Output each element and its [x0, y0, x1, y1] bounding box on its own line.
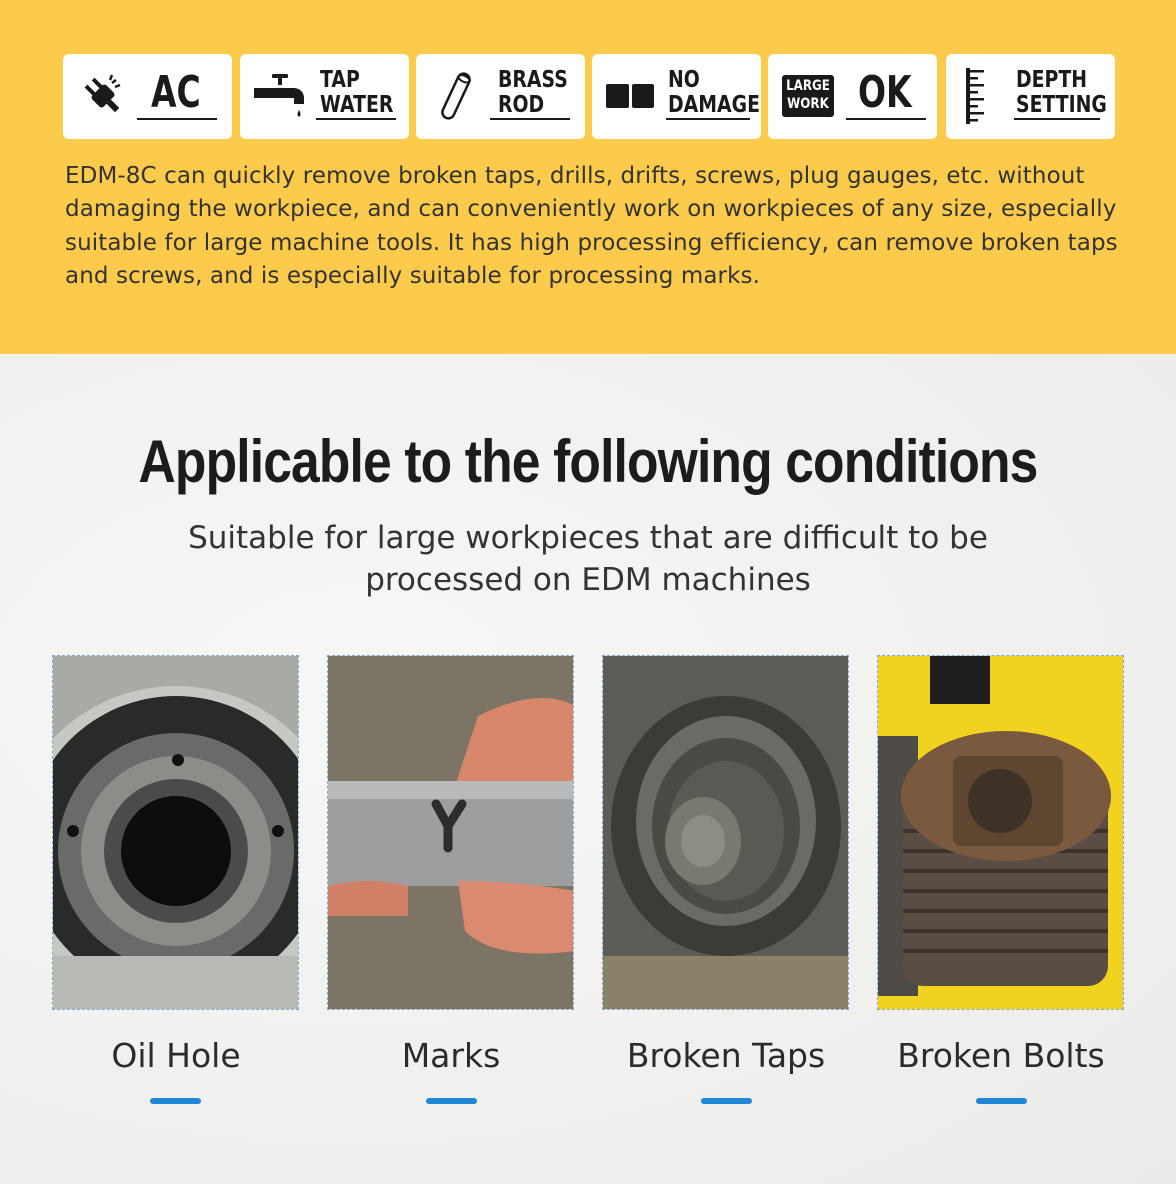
- badge-brass-rod-line2: ROD: [498, 92, 545, 118]
- large-work-icon: [782, 75, 834, 117]
- feature-badges: [63, 54, 1115, 139]
- workpiece-blocks-icon: [604, 68, 660, 124]
- product-description: EDM-8C can quickly remove broken taps, drills, drifts, screws, plug gauges, etc. without damaging the workpiece, and can conveniently work on workpieces of any size, especially suitable for large machine tools. It has high processing efficiency, can remove broken taps and screws, and is especially suitable for processing marks.: [65, 163, 1118, 289]
- condition-photo-marks: [327, 655, 574, 1010]
- badge-no-damage: [592, 54, 761, 139]
- condition-label-broken-bolts: Broken Bolts: [897, 1036, 1105, 1075]
- badge-tap-water-line2: WATER: [320, 92, 394, 118]
- badge-depth-setting-line1: DEPTH: [1016, 67, 1088, 93]
- badge-depth-setting-line2: SETTING: [1016, 92, 1107, 118]
- condition-label-oil-hole: Oil Hole: [111, 1036, 241, 1075]
- badge-ac: [63, 54, 232, 139]
- badge-brass-rod-line1: BRASS: [498, 67, 568, 93]
- subheading-line: processed on EDM machines: [365, 562, 811, 598]
- feature-banner: [0, 0, 1176, 354]
- badge-tap-water-line1: TAP: [320, 67, 360, 93]
- badge-ac-label: AC: [151, 67, 201, 118]
- accent-bar: [150, 1098, 201, 1104]
- condition-photo-broken-bolts: [877, 655, 1124, 1010]
- badge-underline: [490, 118, 570, 120]
- condition-photo-broken-taps: [602, 655, 849, 1010]
- badge-underline: [137, 118, 217, 120]
- badge-underline: [1014, 118, 1100, 120]
- condition-photo-oil-hole: [52, 655, 299, 1010]
- accent-bar: [701, 1098, 752, 1104]
- condition-label-marks: Marks: [401, 1036, 501, 1075]
- section-subheading: [150, 517, 1026, 601]
- badge-underline: [666, 118, 750, 120]
- badge-tap-water: [240, 54, 409, 139]
- badge-underline: [846, 118, 926, 120]
- large-work-icon-text: WORK: [787, 96, 829, 112]
- badge-ok-label: OK: [858, 67, 912, 118]
- badge-no-damage-line1: NO: [668, 67, 700, 93]
- badge-depth-setting: [946, 54, 1115, 139]
- badge-underline: [316, 118, 396, 120]
- brass-rod-icon: [428, 68, 484, 124]
- ruler-icon: [958, 68, 1014, 124]
- badge-brass-rod: [416, 54, 585, 139]
- accent-bar: [426, 1098, 477, 1104]
- plug-icon: [75, 68, 131, 124]
- faucet-icon: [252, 68, 308, 124]
- section-heading: Applicable to the following conditions: [138, 428, 1038, 495]
- accent-bar: [976, 1098, 1027, 1104]
- badge-large-work-ok: [768, 54, 937, 139]
- subheading-line: Suitable for large workpieces that are difficult to be: [188, 520, 988, 556]
- condition-label-broken-taps: Broken Taps: [626, 1036, 826, 1075]
- badge-no-damage-line2: DAMAGE: [668, 92, 760, 118]
- large-work-icon-text: LARGE: [786, 78, 830, 94]
